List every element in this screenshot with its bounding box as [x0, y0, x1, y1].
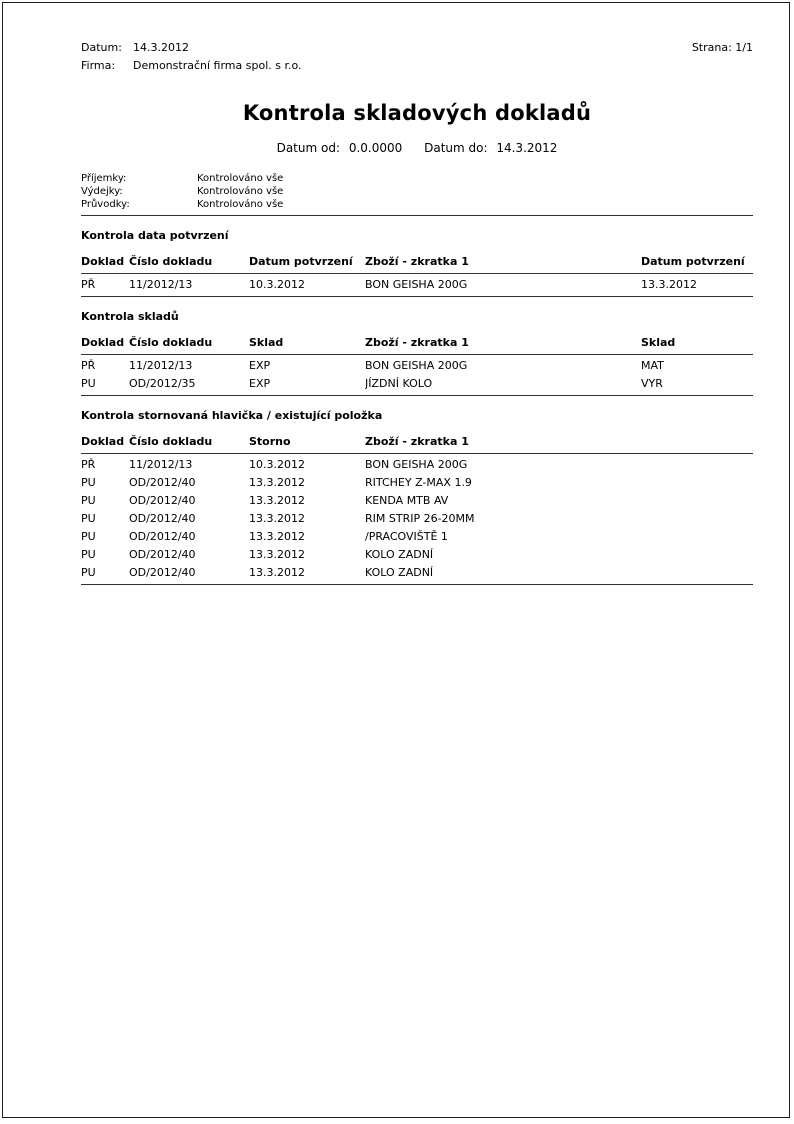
- table-cell: 11/2012/13: [129, 359, 193, 372]
- table-cell: RIM STRIP 26-20MM: [365, 512, 475, 525]
- report-header: [81, 41, 753, 77]
- report-date-label: Datum:: [81, 41, 122, 54]
- table-cell: PU: [81, 548, 96, 561]
- table-cell: BON GEISHA 200G: [365, 458, 468, 471]
- table-cell: /PRACOVIŠTĚ 1: [365, 530, 448, 543]
- table-row: [81, 454, 753, 472]
- table-cell: 10.3.2012: [249, 458, 305, 471]
- table-row: [81, 355, 753, 373]
- report-date-row: [81, 41, 302, 54]
- date-to-value: 14.3.2012: [496, 141, 558, 155]
- table-cell: PŘ: [81, 278, 96, 291]
- table-header-row: [81, 255, 753, 274]
- table-cell: PU: [81, 377, 96, 390]
- table-cell: EXP: [249, 377, 271, 390]
- column-header: Číslo dokladu: [129, 336, 213, 349]
- report-subtitle: [81, 141, 753, 155]
- table-cell: BON GEISHA 200G: [365, 359, 468, 372]
- table-cell: 13.3.2012: [249, 494, 305, 507]
- section-title: Kontrola data potvrzení: [81, 229, 229, 242]
- param-value: Kontrolováno vše: [197, 186, 284, 197]
- table-cell: OD/2012/40: [129, 530, 196, 543]
- section-1: [81, 310, 753, 396]
- param-value: Kontrolováno vše: [197, 199, 284, 210]
- param-value: Kontrolováno vše: [197, 173, 284, 184]
- param-row: [81, 173, 753, 184]
- table-cell: OD/2012/35: [129, 377, 196, 390]
- table-cell: PŘ: [81, 359, 96, 372]
- date-from-value: 0.0.0000: [348, 141, 403, 155]
- section-bottom-line: [81, 296, 753, 297]
- page-number: [692, 41, 753, 77]
- column-header: Doklad: [81, 255, 125, 268]
- report-date-value: 14.3.2012: [133, 41, 189, 54]
- table-row: [81, 508, 753, 526]
- param-label: Příjemky:: [81, 173, 127, 184]
- column-header: Číslo dokladu: [129, 255, 213, 268]
- column-header: Storno: [249, 435, 291, 448]
- column-header: Zboží - zkratka 1: [365, 435, 469, 448]
- column-header: Datum potvrzení: [641, 255, 745, 268]
- section-title: Kontrola skladů: [81, 310, 179, 323]
- param-row: [81, 186, 753, 197]
- param-label: Výdejky:: [81, 186, 123, 197]
- report-page: [2, 2, 790, 1118]
- param-label: Průvodky:: [81, 199, 130, 210]
- table-cell: PU: [81, 530, 96, 543]
- table-header-row: [81, 336, 753, 355]
- table-cell: EXP: [249, 359, 271, 372]
- table-cell: PŘ: [81, 458, 96, 471]
- page-number-label: Strana:: [691, 41, 732, 54]
- column-header: Doklad: [81, 435, 125, 448]
- column-header: Číslo dokladu: [129, 435, 213, 448]
- table-cell: PU: [81, 494, 96, 507]
- page-number-value: 1/1: [735, 41, 753, 54]
- table-cell: 13.3.2012: [249, 548, 305, 561]
- table-cell: OD/2012/40: [129, 494, 196, 507]
- section-bottom-line: [81, 395, 753, 396]
- company-row: [81, 59, 302, 72]
- column-header: Datum potvrzení: [249, 255, 353, 268]
- report-sections: [81, 229, 753, 585]
- table-cell: RITCHEY Z-MAX 1.9: [365, 476, 472, 489]
- section-title: Kontrola stornovaná hlavička / existující položka: [81, 409, 383, 422]
- date-to: [424, 141, 557, 155]
- report-title: Kontrola skladových dokladů: [242, 101, 592, 125]
- table-cell: 13.3.2012: [249, 530, 305, 543]
- table-cell: KOLO ZADNÍ: [365, 548, 434, 561]
- table-cell: KOLO ZADNÍ: [365, 566, 434, 579]
- table-cell: 13.3.2012: [641, 278, 697, 291]
- table-row: [81, 373, 753, 391]
- table-row: [81, 562, 753, 580]
- column-header: Sklad: [641, 336, 676, 349]
- table-cell: 13.3.2012: [249, 566, 305, 579]
- section-2: [81, 409, 753, 585]
- table-cell: PU: [81, 512, 96, 525]
- report-header-left: [81, 41, 302, 77]
- table-row: [81, 274, 753, 292]
- table-cell: KENDA MTB AV: [365, 494, 449, 507]
- company-label: Firma:: [81, 59, 116, 72]
- param-row: [81, 199, 753, 210]
- column-header: Zboží - zkratka 1: [365, 336, 469, 349]
- table-cell: 10.3.2012: [249, 278, 305, 291]
- table-cell: 11/2012/13: [129, 458, 193, 471]
- date-from: [277, 141, 407, 155]
- column-header: Sklad: [249, 336, 284, 349]
- report-content: [3, 3, 789, 585]
- table-cell: OD/2012/40: [129, 566, 196, 579]
- date-from-label: Datum od:: [276, 141, 340, 155]
- section-bottom-line: [81, 584, 753, 585]
- table-cell: JÍZDNÍ KOLO: [365, 377, 433, 390]
- table-row: [81, 472, 753, 490]
- column-header: Zboží - zkratka 1: [365, 255, 469, 268]
- table-row: [81, 544, 753, 562]
- table-cell: OD/2012/40: [129, 512, 196, 525]
- table-cell: MAT: [641, 359, 664, 372]
- section-0: [81, 229, 753, 297]
- company-value: Demonstrační firma spol. s r.o.: [133, 59, 302, 72]
- table-cell: VYR: [641, 377, 663, 390]
- table-cell: OD/2012/40: [129, 548, 196, 561]
- table-cell: PU: [81, 476, 96, 489]
- table-cell: PU: [81, 566, 96, 579]
- table-cell: BON GEISHA 200G: [365, 278, 468, 291]
- table-row: [81, 526, 753, 544]
- date-to-label: Datum do:: [424, 141, 488, 155]
- table-header-row: [81, 435, 753, 454]
- table-cell: 13.3.2012: [249, 476, 305, 489]
- table-cell: 11/2012/13: [129, 278, 193, 291]
- table-cell: 13.3.2012: [249, 512, 305, 525]
- table-row: [81, 490, 753, 508]
- column-header: Doklad: [81, 336, 125, 349]
- table-cell: OD/2012/40: [129, 476, 196, 489]
- report-params: [81, 173, 753, 210]
- divider-line: [81, 215, 753, 216]
